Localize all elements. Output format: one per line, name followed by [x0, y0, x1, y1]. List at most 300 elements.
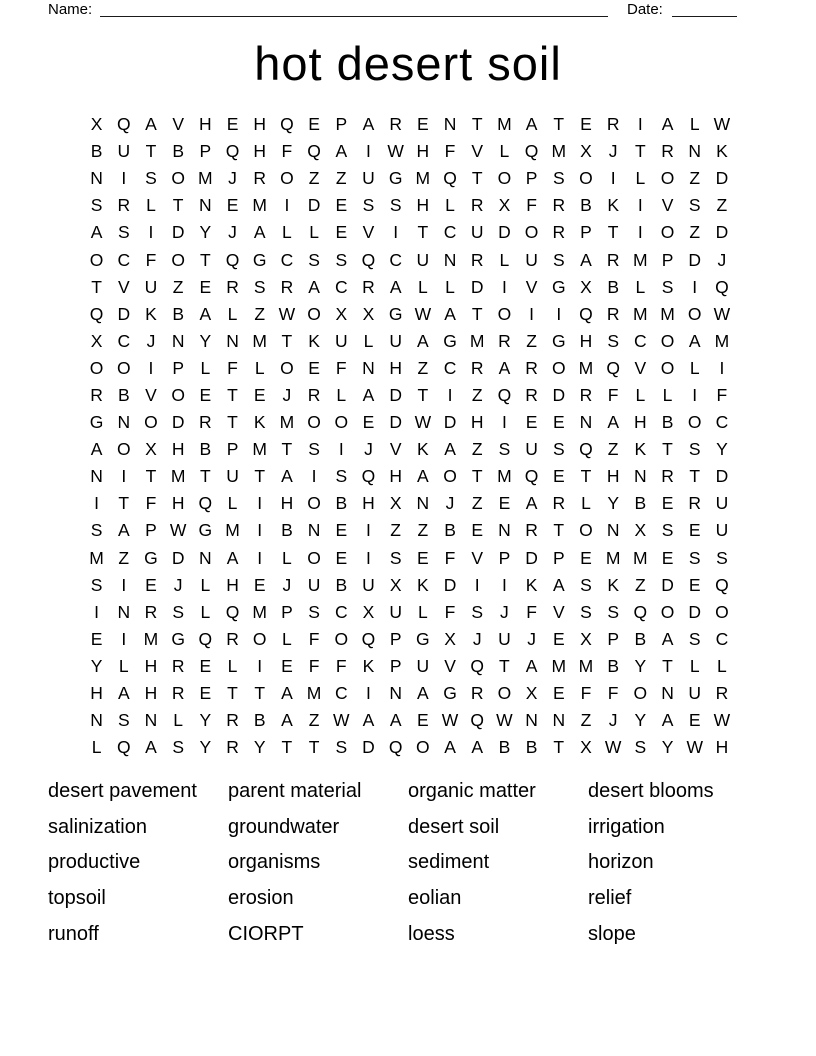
grid-cell: A [444, 303, 456, 324]
word-bank-item: erosion [228, 887, 294, 910]
grid-cell: R [715, 683, 729, 704]
grid-cell: I [284, 195, 290, 216]
grid-cell: H [280, 493, 294, 514]
grid-cell: P [661, 249, 674, 270]
grid-cell: B [525, 737, 538, 758]
grid-cell: M [497, 114, 512, 135]
grid-cell: D [470, 276, 484, 297]
grid-cell: Y [199, 222, 212, 243]
grid-cell: C [280, 249, 294, 270]
date-label: Date: [627, 1, 663, 18]
word-bank-item: eolian [408, 887, 462, 910]
grid-cell: T [662, 439, 673, 460]
grid-cell: J [228, 222, 237, 243]
grid-cell: A [389, 276, 402, 297]
grid-cell: B [172, 141, 184, 162]
grid-cell: O [497, 683, 512, 704]
grid-cell: A [444, 439, 456, 460]
grid-cell: Q [470, 655, 485, 676]
grid-cell: D [307, 195, 321, 216]
grid-cell: Q [715, 276, 729, 297]
grid-cell: R [525, 357, 538, 378]
grid-cell: M [633, 547, 648, 568]
grid-cell: T [471, 114, 483, 135]
word-bank-column [48, 774, 228, 952]
grid-cell: H [389, 357, 402, 378]
grid-cell: D [688, 249, 702, 270]
grid-cell: U [715, 520, 729, 541]
grid-cell: M [225, 520, 240, 541]
grid-cell: A [525, 655, 538, 676]
grid-cell: S [172, 737, 184, 758]
grid-cell: R [90, 384, 103, 405]
grid-cell: K [634, 439, 647, 460]
grid-cell: R [688, 493, 702, 514]
grid-cell: F [335, 655, 347, 676]
grid-cell: R [307, 384, 321, 405]
grid-cell: N [199, 547, 212, 568]
grid-cell: E [90, 628, 103, 649]
grid-cell: O [89, 357, 104, 378]
grid-cell: U [416, 655, 430, 676]
grid-cell: Q [470, 710, 485, 731]
grid-cell: N [199, 195, 212, 216]
grid-cell: O [116, 357, 131, 378]
grid-cell: J [364, 439, 373, 460]
grid-cell: U [362, 168, 375, 189]
grid-cell: P [281, 601, 293, 622]
grid-cell: R [117, 195, 131, 216]
grid-cell: A [362, 384, 375, 405]
grid-cell: I [501, 412, 507, 433]
grid-cell: I [366, 547, 371, 568]
grid-cell: A [90, 222, 103, 243]
grid-cell: T [281, 439, 293, 460]
grid-cell: D [171, 547, 185, 568]
grid-cell: U [525, 249, 538, 270]
grid-cell: H [253, 114, 267, 135]
grid-cell: V [172, 114, 184, 135]
grid-cell: T [254, 683, 266, 704]
grid-cell: D [715, 466, 729, 487]
grid-cell: E [661, 547, 674, 568]
grid-cell: E [688, 520, 701, 541]
grid-cell: Q [307, 141, 321, 162]
grid-cell: O [497, 168, 512, 189]
grid-cell: I [148, 357, 154, 378]
grid-cell: L [689, 114, 700, 135]
grid-cell: X [444, 628, 456, 649]
grid-cell: L [689, 655, 700, 676]
grid-cell: O [334, 412, 349, 433]
grid-cell: T [553, 114, 565, 135]
grid-cell: T [254, 466, 266, 487]
grid-cell: Z [390, 520, 401, 541]
grid-cell: B [580, 195, 592, 216]
grid-cell: B [281, 520, 293, 541]
word-bank-item: relief [588, 887, 632, 910]
grid-cell: A [389, 710, 402, 731]
grid-cell: E [253, 574, 266, 595]
grid-cell: U [525, 439, 538, 460]
grid-cell: M [252, 195, 267, 216]
grid-cell: U [498, 628, 511, 649]
grid-cell: Z [471, 493, 483, 514]
grid-cell: L [417, 276, 428, 297]
grid-cell: T [227, 412, 238, 433]
grid-cell: L [499, 249, 510, 270]
grid-cell: W [713, 114, 731, 135]
grid-cell: L [173, 710, 184, 731]
grid-cell: F [580, 683, 592, 704]
grid-cell: L [282, 628, 292, 649]
grid-cell: Q [443, 168, 457, 189]
grid-cell: A [417, 466, 429, 487]
grid-cell: R [171, 683, 185, 704]
grid-cell: Q [524, 141, 539, 162]
grid-cell: S [308, 249, 320, 270]
grid-cell: A [471, 737, 484, 758]
grid-cell: V [471, 141, 484, 162]
grid-cell: J [717, 249, 727, 270]
grid-cell: H [389, 466, 402, 487]
grid-cell: K [417, 439, 429, 460]
grid-cell: U [389, 330, 402, 351]
grid-cell: N [226, 330, 239, 351]
grid-cell: E [226, 195, 239, 216]
grid-cell: E [688, 710, 701, 731]
grid-cell: K [145, 303, 157, 324]
grid-cell: I [257, 655, 263, 676]
grid-cell: O [416, 737, 430, 758]
grid-cell: O [579, 520, 593, 541]
grid-cell: G [416, 628, 430, 649]
grid-cell: I [121, 168, 127, 189]
grid-cell: A [688, 330, 701, 351]
grid-cell: B [335, 493, 348, 514]
grid-cell: Q [361, 249, 376, 270]
word-bank-column [408, 774, 588, 952]
grid-cell: R [606, 249, 620, 270]
grid-cell: V [661, 195, 674, 216]
grid-cell: X [362, 601, 375, 622]
grid-cell: S [117, 222, 130, 243]
grid-cell: M [714, 330, 730, 351]
grid-cell: U [334, 330, 348, 351]
grid-cell: D [498, 222, 511, 243]
grid-cell: D [443, 574, 457, 595]
grid-cell: I [692, 384, 698, 405]
grid-cell: Z [417, 520, 429, 541]
grid-cell: N [634, 466, 647, 487]
grid-cell: O [280, 168, 294, 189]
grid-cell: D [525, 547, 538, 568]
grid-cell: T [471, 466, 483, 487]
grid-cell: W [387, 141, 404, 162]
grid-cell: W [441, 710, 459, 731]
grid-cell: Z [471, 384, 483, 405]
grid-cell: P [199, 141, 212, 162]
grid-cell: C [334, 601, 348, 622]
grid-cell: E [552, 466, 565, 487]
grid-cell: R [144, 601, 158, 622]
grid-cell: B [634, 628, 647, 649]
word-bank-item: horizon [588, 851, 654, 874]
grid-cell: S [688, 195, 701, 216]
grid-cell: L [91, 737, 102, 758]
grid-cell: J [527, 628, 536, 649]
name-fill-line [100, 16, 608, 17]
grid-cell: Y [716, 439, 728, 460]
grid-cell: E [688, 574, 701, 595]
grid-cell: T [281, 330, 293, 351]
grid-cell: F [526, 195, 537, 216]
grid-cell: A [90, 439, 103, 460]
grid-cell: R [525, 384, 538, 405]
grid-cell: N [443, 114, 457, 135]
grid-cell: N [579, 412, 593, 433]
grid-cell: F [607, 384, 619, 405]
grid-cell: Q [524, 466, 539, 487]
grid-cell: F [607, 683, 619, 704]
grid-cell: E [199, 384, 212, 405]
grid-cell: D [117, 303, 131, 324]
grid-cell: S [90, 195, 103, 216]
grid-cell: O [715, 601, 729, 622]
grid-cell: U [389, 601, 402, 622]
grid-cell: F [444, 601, 456, 622]
grid-cell: N [606, 520, 620, 541]
grid-cell: X [498, 195, 511, 216]
grid-cell: R [606, 114, 620, 135]
grid-cell: J [608, 141, 618, 162]
grid-cell: L [227, 303, 238, 324]
grid-cell: T [580, 466, 592, 487]
grid-cell: L [200, 357, 211, 378]
grid-cell: M [633, 249, 648, 270]
grid-cell: E [417, 114, 429, 135]
grid-cell: Q [198, 628, 213, 649]
grid-cell: E [498, 493, 511, 514]
grid-cell: T [145, 466, 157, 487]
grid-cell: G [89, 412, 104, 433]
grid-cell: Z [471, 439, 483, 460]
grid-cell: J [445, 493, 455, 514]
grid-cell: S [90, 574, 103, 595]
grid-cell: G [551, 330, 566, 351]
grid-cell: K [607, 574, 619, 595]
grid-cell: S [688, 547, 701, 568]
grid-cell: R [470, 195, 484, 216]
grid-cell: I [366, 520, 371, 541]
grid-cell: V [525, 276, 538, 297]
grid-cell: R [171, 655, 185, 676]
grid-cell: A [253, 222, 266, 243]
grid-cell: S [661, 276, 674, 297]
word-bank-item: loess [408, 922, 455, 945]
grid-cell: Y [634, 655, 647, 676]
grid-cell: D [389, 384, 402, 405]
grid-cell: Q [89, 303, 104, 324]
grid-cell: O [687, 303, 702, 324]
grid-cell: H [579, 330, 593, 351]
grid-cell: D [389, 412, 402, 433]
grid-cell: L [717, 655, 727, 676]
grid-cell: S [634, 737, 647, 758]
grid-cell: D [715, 222, 729, 243]
grid-cell: E [199, 276, 212, 297]
grid-cell: A [362, 114, 375, 135]
grid-cell: F [444, 547, 456, 568]
grid-cell: R [552, 195, 566, 216]
grid-cell: O [116, 439, 131, 460]
grid-cell: F [526, 601, 537, 622]
grid-cell: D [715, 168, 729, 189]
word-search-grid [83, 111, 736, 761]
grid-cell: S [389, 195, 402, 216]
grid-cell: G [198, 520, 213, 541]
grid-cell: L [309, 222, 319, 243]
grid-cell: E [281, 655, 293, 676]
grid-cell: D [688, 601, 702, 622]
grid-cell: L [282, 547, 292, 568]
grid-cell: H [634, 412, 647, 433]
grid-cell: M [252, 439, 267, 460]
grid-cell: O [660, 601, 675, 622]
grid-cell: I [121, 574, 127, 595]
grid-cell: F [281, 141, 293, 162]
grid-cell: Y [634, 710, 647, 731]
grid-cell: S [716, 547, 728, 568]
grid-cell: Y [199, 330, 212, 351]
grid-cell: Q [579, 439, 593, 460]
grid-cell: L [689, 357, 700, 378]
grid-cell: M [252, 601, 267, 622]
grid-cell: V [444, 655, 456, 676]
grid-cell: O [89, 249, 104, 270]
grid-cell: L [635, 276, 646, 297]
grid-cell: I [529, 303, 535, 324]
grid-cell: E [335, 547, 348, 568]
grid-cell: I [94, 601, 100, 622]
grid-cell: F [145, 493, 157, 514]
grid-cell: S [335, 466, 348, 487]
grid-cell: C [715, 628, 729, 649]
grid-cell: A [145, 737, 157, 758]
grid-cell: D [362, 737, 375, 758]
grid-cell: W [713, 303, 731, 324]
grid-cell: X [634, 520, 647, 541]
grid-cell: H [90, 683, 103, 704]
grid-cell: L [254, 357, 265, 378]
grid-cell: T [281, 737, 293, 758]
grid-cell: Y [607, 493, 619, 514]
grid-cell: W [414, 303, 432, 324]
grid-cell: R [470, 249, 484, 270]
grid-cell: S [253, 276, 266, 297]
grid-cell: Z [308, 710, 320, 731]
grid-cell: E [525, 412, 538, 433]
grid-cell: P [389, 655, 402, 676]
grid-cell: O [660, 330, 675, 351]
grid-cell: P [552, 547, 565, 568]
grid-cell: X [90, 114, 103, 135]
grid-cell: T [227, 683, 238, 704]
grid-cell: A [226, 547, 239, 568]
grid-cell: H [416, 141, 430, 162]
grid-cell: R [280, 276, 294, 297]
grid-cell: E [308, 114, 320, 135]
grid-cell: C [117, 330, 131, 351]
grid-cell: D [171, 412, 185, 433]
grid-cell: I [637, 222, 643, 243]
grid-cell: M [551, 655, 567, 676]
grid-cell: F [335, 357, 347, 378]
grid-cell: Z [254, 303, 266, 324]
grid-cell: I [501, 276, 507, 297]
grid-cell: Y [199, 737, 212, 758]
grid-cell: Z [634, 574, 646, 595]
grid-cell: K [607, 195, 619, 216]
grid-cell: I [338, 439, 344, 460]
word-bank-item: salinization [48, 815, 147, 838]
grid-cell: Q [280, 114, 294, 135]
grid-cell: W [604, 737, 622, 758]
grid-cell: R [579, 384, 593, 405]
grid-cell: H [226, 574, 239, 595]
grid-cell: N [117, 601, 131, 622]
grid-cell: P [607, 628, 619, 649]
grid-cell: F [308, 628, 320, 649]
grid-cell: O [307, 303, 321, 324]
grid-cell: S [172, 601, 184, 622]
grid-cell: Q [225, 249, 240, 270]
grid-cell: J [282, 574, 292, 595]
puzzle-title: hot desert soil [254, 37, 562, 90]
grid-cell: T [172, 195, 184, 216]
grid-cell: Q [715, 574, 729, 595]
grid-cell: L [445, 195, 455, 216]
grid-cell: A [444, 737, 456, 758]
grid-cell: I [121, 466, 127, 487]
word-bank [48, 774, 768, 952]
grid-cell: X [389, 574, 402, 595]
grid-cell: E [580, 547, 592, 568]
grid-cell: E [253, 384, 266, 405]
word-bank-item: parent material [228, 780, 362, 802]
grid-cell: L [499, 141, 510, 162]
word-bank-item: slope [588, 922, 636, 945]
grid-cell: G [388, 168, 403, 189]
grid-cell: A [580, 249, 592, 270]
grid-cell: S [552, 439, 565, 460]
grid-cell: E [335, 195, 348, 216]
grid-cell: X [362, 303, 375, 324]
grid-cell: S [580, 601, 592, 622]
grid-cell: C [334, 276, 348, 297]
grid-cell: Q [361, 628, 376, 649]
grid-cell: N [525, 710, 538, 731]
grid-cell: X [580, 737, 592, 758]
grid-cell: J [608, 710, 618, 731]
grid-cell: Q [388, 737, 403, 758]
grid-cell: Y [90, 655, 103, 676]
grid-cell: E [552, 628, 565, 649]
grid-cell: L [662, 384, 673, 405]
grid-cell: I [366, 683, 371, 704]
grid-cell: F [308, 655, 320, 676]
grid-cell: O [579, 168, 593, 189]
